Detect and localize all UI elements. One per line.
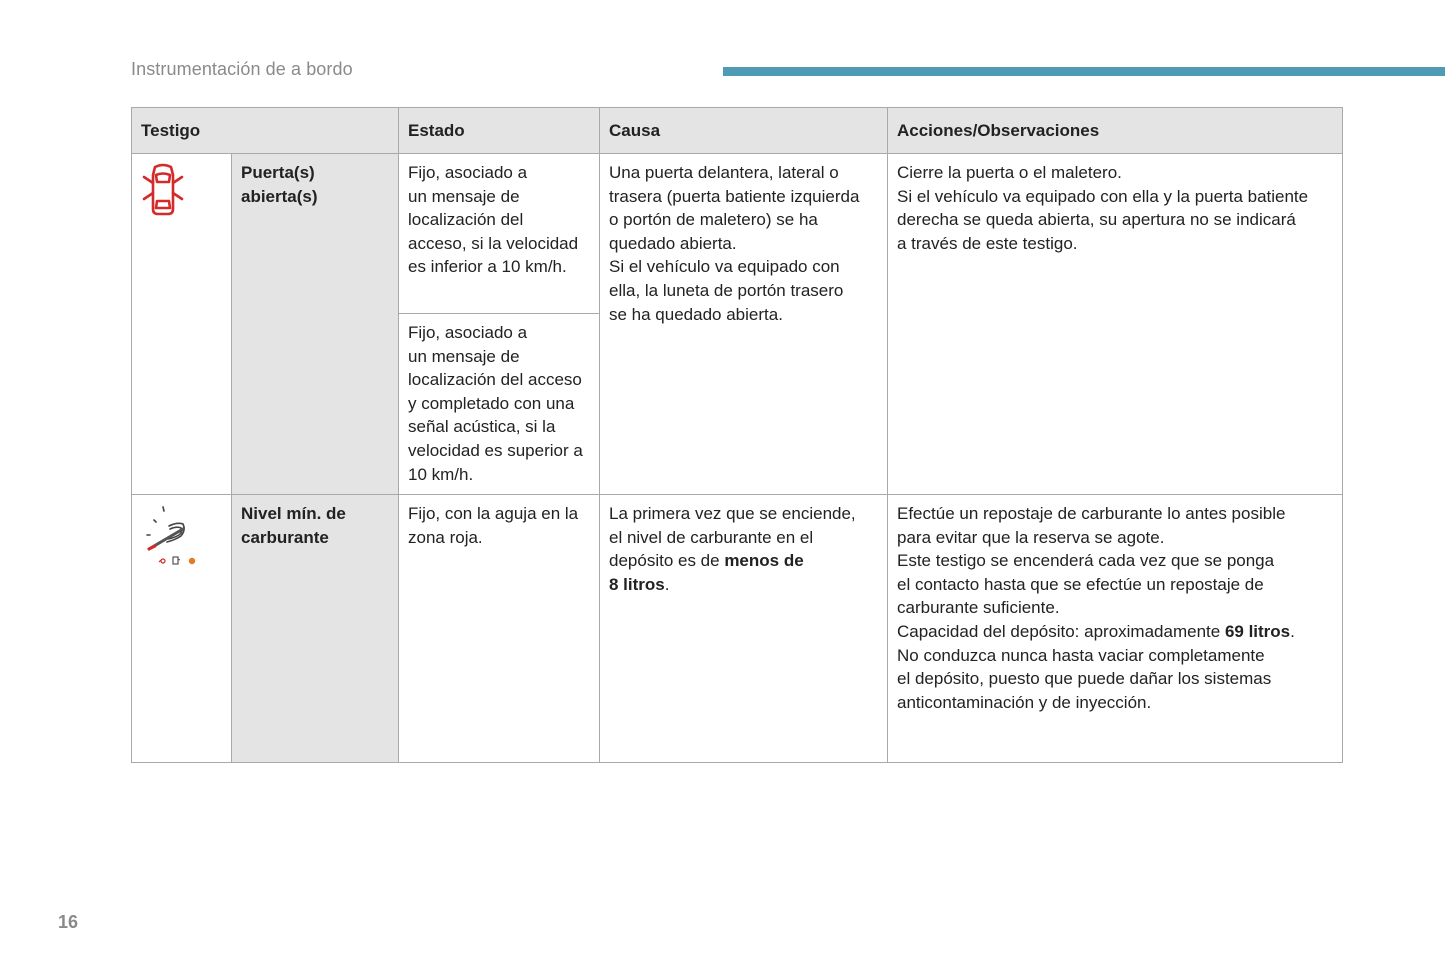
header-accent-bar	[723, 67, 1445, 76]
fuel-gauge-icon	[141, 502, 205, 566]
causa-cell: Una puerta delantera, lateral o trasera (puerta batiente izquierda o portón de maletero) se ha quedado abierta. Si el vehículo va equipado con ella, la luneta de portón trasero se ha quedado abierta.	[600, 154, 888, 495]
column-header-acciones: Acciones/Observaciones	[888, 108, 1343, 154]
page-number: 16	[58, 912, 79, 932]
table-row	[132, 154, 1343, 314]
acciones-cell: Cierre la puerta o el maletero. Si el vehículo va equipado con ella y la puerta batiente derecha se queda abierta, su apertura no se indicará a través de este testigo.	[888, 154, 1343, 495]
column-header-testigo: Testigo	[132, 108, 399, 154]
warning-name-cell: Puerta(s) abierta(s)	[232, 154, 399, 495]
column-header-causa: Causa	[600, 108, 888, 154]
table-header-row	[132, 108, 1343, 154]
icon-cell	[132, 495, 232, 763]
warning-name-cell: Nivel mín. de carburante	[232, 495, 399, 763]
section-title: Instrumentación de a bordo	[131, 59, 353, 79]
estado-cell: Fijo, con la aguja en la zona roja.	[399, 495, 600, 763]
estado-cell: Fijo, asociado a un mensaje de localización del acceso y completado con una señal acústica, si la velocidad es superior a 10 km/h.	[399, 314, 600, 495]
icon-cell	[132, 154, 232, 495]
column-header-estado: Estado	[399, 108, 600, 154]
causa-cell: La primera vez que se enciende, el nivel de carburante en el depósito es de menos de 8 litros.	[600, 495, 888, 763]
table-row	[132, 495, 1343, 763]
estado-cell: Fijo, asociado a un mensaje de localización del acceso, si la velocidad es inferior a 10 km/h.	[399, 154, 600, 314]
warning-lights-table	[131, 107, 1343, 763]
door-open-warning-icon	[141, 161, 185, 219]
acciones-cell: Efectúe un repostaje de carburante lo antes posible para evitar que la reserva se agote. Este testigo se encenderá cada vez que se ponga el contacto hasta que se efectúe un repostaje de carburante suficiente. Capacidad del depósito: aproximadamente 69 litros. No conduzca nunca hasta vaciar completamente el depósito, puesto que puede dañar los sistemas anticontaminación y de inyección.	[888, 495, 1343, 763]
